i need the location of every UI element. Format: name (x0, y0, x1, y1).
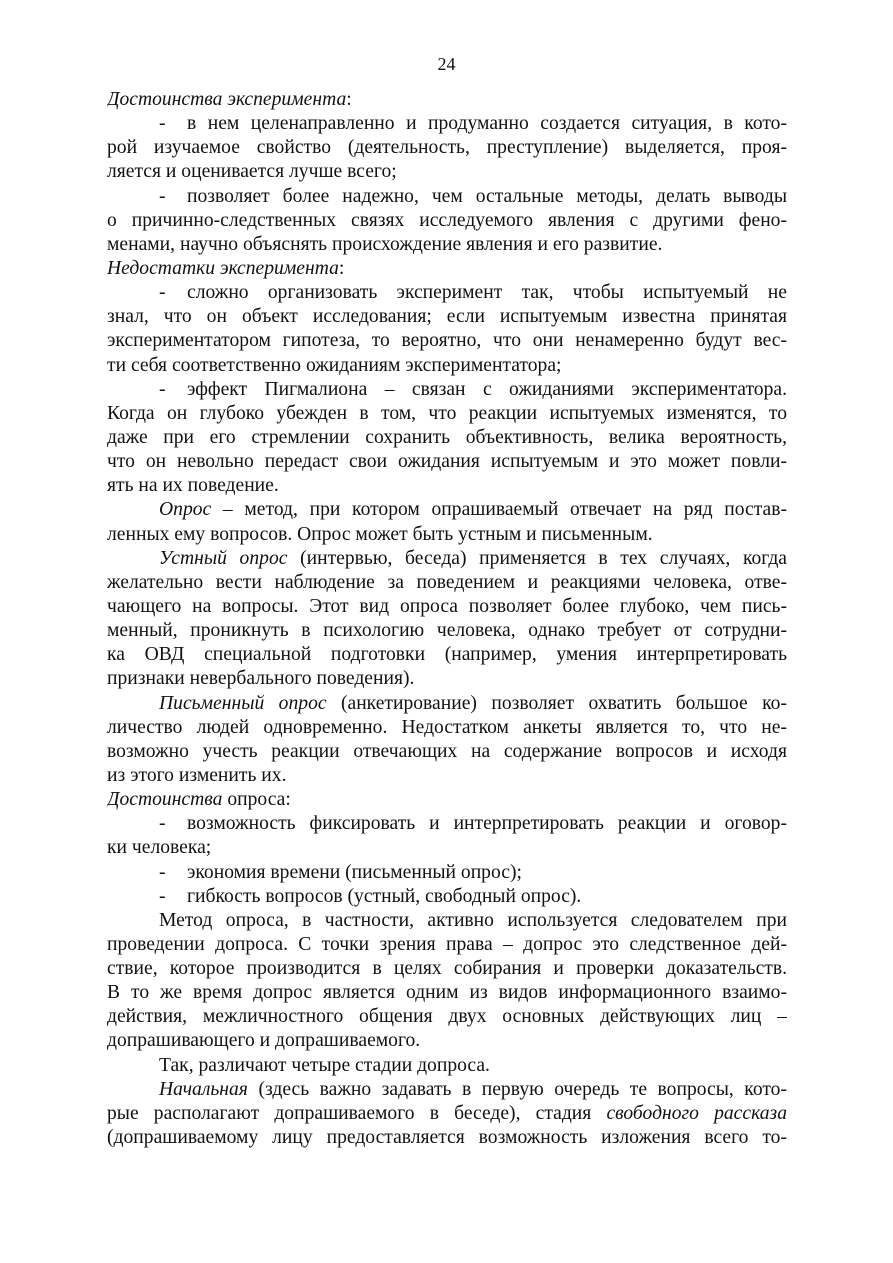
text-run: (здесь важно задавать в первую очередь те вопросы, кото- (247, 1078, 787, 1100)
italic-term: Достоинства (107, 789, 223, 811)
text-line (107, 861, 787, 885)
text-line (107, 981, 787, 1005)
text-line (107, 354, 787, 378)
italic-term: Недостатки эксперимента (107, 257, 339, 279)
text-run: личество людей одновременно. Недостатком анкеты является то, что не- (107, 716, 787, 738)
text-run: экспериментатором гипотеза, то вероятно, что они ненамеренно будут вес- (107, 330, 787, 352)
body-text (107, 88, 787, 1150)
text-run: (интервью, беседа) применяется в тех случаях, когда (287, 547, 787, 569)
text-line (107, 1102, 787, 1126)
list-dash: - (159, 813, 166, 835)
text-run: рой изучаемое свойство (деятельность, преступление) выделяется, проя- (107, 137, 787, 159)
text-line (107, 498, 787, 522)
text-run: ти себя соответственно ожиданиям экспериментатора; (107, 354, 562, 376)
text-line (107, 933, 787, 957)
text-run: сложно организовать эксперимент так, чтобы испытуемый не (187, 282, 787, 304)
text-run: ляется и оценивается лучше всего; (107, 161, 397, 183)
text-run: даже при его стремлении сохранить объективность, велика вероятность, (107, 426, 787, 448)
text-line (107, 788, 787, 812)
text-run: чающего на вопросы. Этот вид опроса позволяет более глубоко, чем пись- (107, 595, 787, 617)
text-line (107, 667, 787, 691)
text-run: действия, межличностного общения двух основных действующих лиц – (107, 1006, 787, 1028)
text-run: Так, различают четыре стадии допроса. (159, 1054, 490, 1076)
text-line (107, 426, 787, 450)
text-run: знал, что он объект исследования; если испытуемым известна принятая (107, 306, 787, 328)
text-run: возможно учесть реакции отвечающих на содержание вопросов и исходя (107, 740, 787, 762)
text-line (107, 160, 787, 184)
text-run: ка ОВД специальной подготовки (например, умения интерпретировать (107, 644, 787, 666)
text-line (107, 643, 787, 667)
text-run: менный, проникнуть в психологию человека, однако требует от сотрудни- (107, 620, 787, 642)
text-line (107, 692, 787, 716)
text-line (107, 1029, 787, 1053)
text-run: ять на их поведение. (107, 475, 279, 497)
text-line (107, 619, 787, 643)
text-line (107, 305, 787, 329)
text-line (107, 836, 787, 860)
text-run: ки человека; (107, 837, 212, 859)
text-run: гибкость вопросов (устный, свободный опрос). (187, 885, 582, 907)
text-line (107, 1078, 787, 1102)
text-run: ствие, которое производится в целях собирания и проверки доказательств. (107, 958, 787, 980)
text-run: – метод, при котором опрашиваемый отвечает на ряд постав- (211, 499, 787, 521)
italic-term: Опрос (159, 499, 212, 521)
text-line (107, 233, 787, 257)
text-line (107, 523, 787, 547)
text-run: о причинно-следственных связях исследуемого явления с другими фено- (107, 209, 787, 231)
italic-term: Письменный опрос (159, 692, 327, 714)
text-line (107, 402, 787, 426)
text-line (107, 740, 787, 764)
text-line (107, 88, 787, 112)
text-line (107, 1054, 787, 1078)
text-run: ленных ему вопросов. Опрос может быть устным и письменным. (107, 523, 653, 545)
text-run: позволяет более надежно, чем остальные методы, делать выводы (187, 185, 787, 207)
text-line (107, 547, 787, 571)
list-dash: - (159, 885, 166, 907)
text-line (107, 112, 787, 136)
text-run: признаки невербального поведения). (107, 668, 415, 690)
page-number: 24 (437, 54, 456, 74)
list-dash: - (159, 378, 166, 400)
text-line (107, 957, 787, 981)
text-line (107, 595, 787, 619)
text-run: опроса: (222, 789, 291, 811)
italic-term: Устный опрос (159, 547, 288, 569)
text-line (107, 281, 787, 305)
text-run: возможность фиксировать и интерпретировать реакции и оговор- (187, 813, 787, 835)
text-line (107, 136, 787, 160)
list-dash: - (159, 113, 166, 135)
italic-term: свободного рассказа (606, 1102, 787, 1124)
text-run: : (346, 89, 352, 110)
text-line (107, 1005, 787, 1029)
text-line (107, 571, 787, 595)
text-line (107, 209, 787, 233)
text-run: : (338, 257, 345, 279)
italic-term: Начальная (159, 1078, 248, 1100)
text-run: (анкетирование) позволяет охватить большое ко- (326, 692, 787, 714)
text-line (107, 909, 787, 933)
text-line (107, 378, 787, 402)
text-run: эффект Пигмалиона – связан с ожиданиями экспериментатора. (187, 378, 787, 400)
text-line (107, 329, 787, 353)
text-line (107, 885, 787, 909)
text-line (107, 185, 787, 209)
text-run: Когда он глубоко убежден в том, что реакции испытуемых изменятся, то (107, 402, 787, 424)
text-run: Метод опроса, в частности, активно используется следователем при (159, 909, 787, 931)
text-line (107, 257, 787, 281)
text-run: из этого изменить их. (107, 764, 287, 786)
text-run: что он невольно передаст свои ожидания испытуемым и это может повли- (107, 451, 787, 473)
text-run: допрашивающего и допрашиваемого. (107, 1030, 421, 1052)
text-run: проведении допроса. С точки зрения права – допрос это следственное дей- (107, 933, 787, 955)
text-line (107, 474, 787, 498)
text-line (107, 764, 787, 788)
list-dash: - (159, 185, 166, 207)
text-line (107, 812, 787, 836)
list-dash: - (159, 282, 166, 304)
list-dash: - (159, 861, 166, 883)
italic-term: Достоинства эксперимента (107, 89, 347, 110)
text-line (107, 450, 787, 474)
text-run: рые располагают допрашиваемого в беседе), стадия (107, 1102, 607, 1124)
text-run: желательно вести наблюдение за поведением и реакциями человека, отве- (107, 571, 787, 593)
text-run: экономия времени (письменный опрос); (187, 861, 522, 883)
text-line (107, 1126, 787, 1150)
text-line (107, 716, 787, 740)
text-run: в нем целенаправленно и продуманно создается ситуация, в кото- (187, 113, 787, 135)
text-run: менами, научно объяснять происхождение явления и его развитие. (107, 233, 663, 255)
text-run: В то же время допрос является одним из видов информационного взаимо- (107, 982, 787, 1004)
text-run: (допрашиваемому лицу предоставляется возможность изложения всего то- (107, 1127, 787, 1149)
